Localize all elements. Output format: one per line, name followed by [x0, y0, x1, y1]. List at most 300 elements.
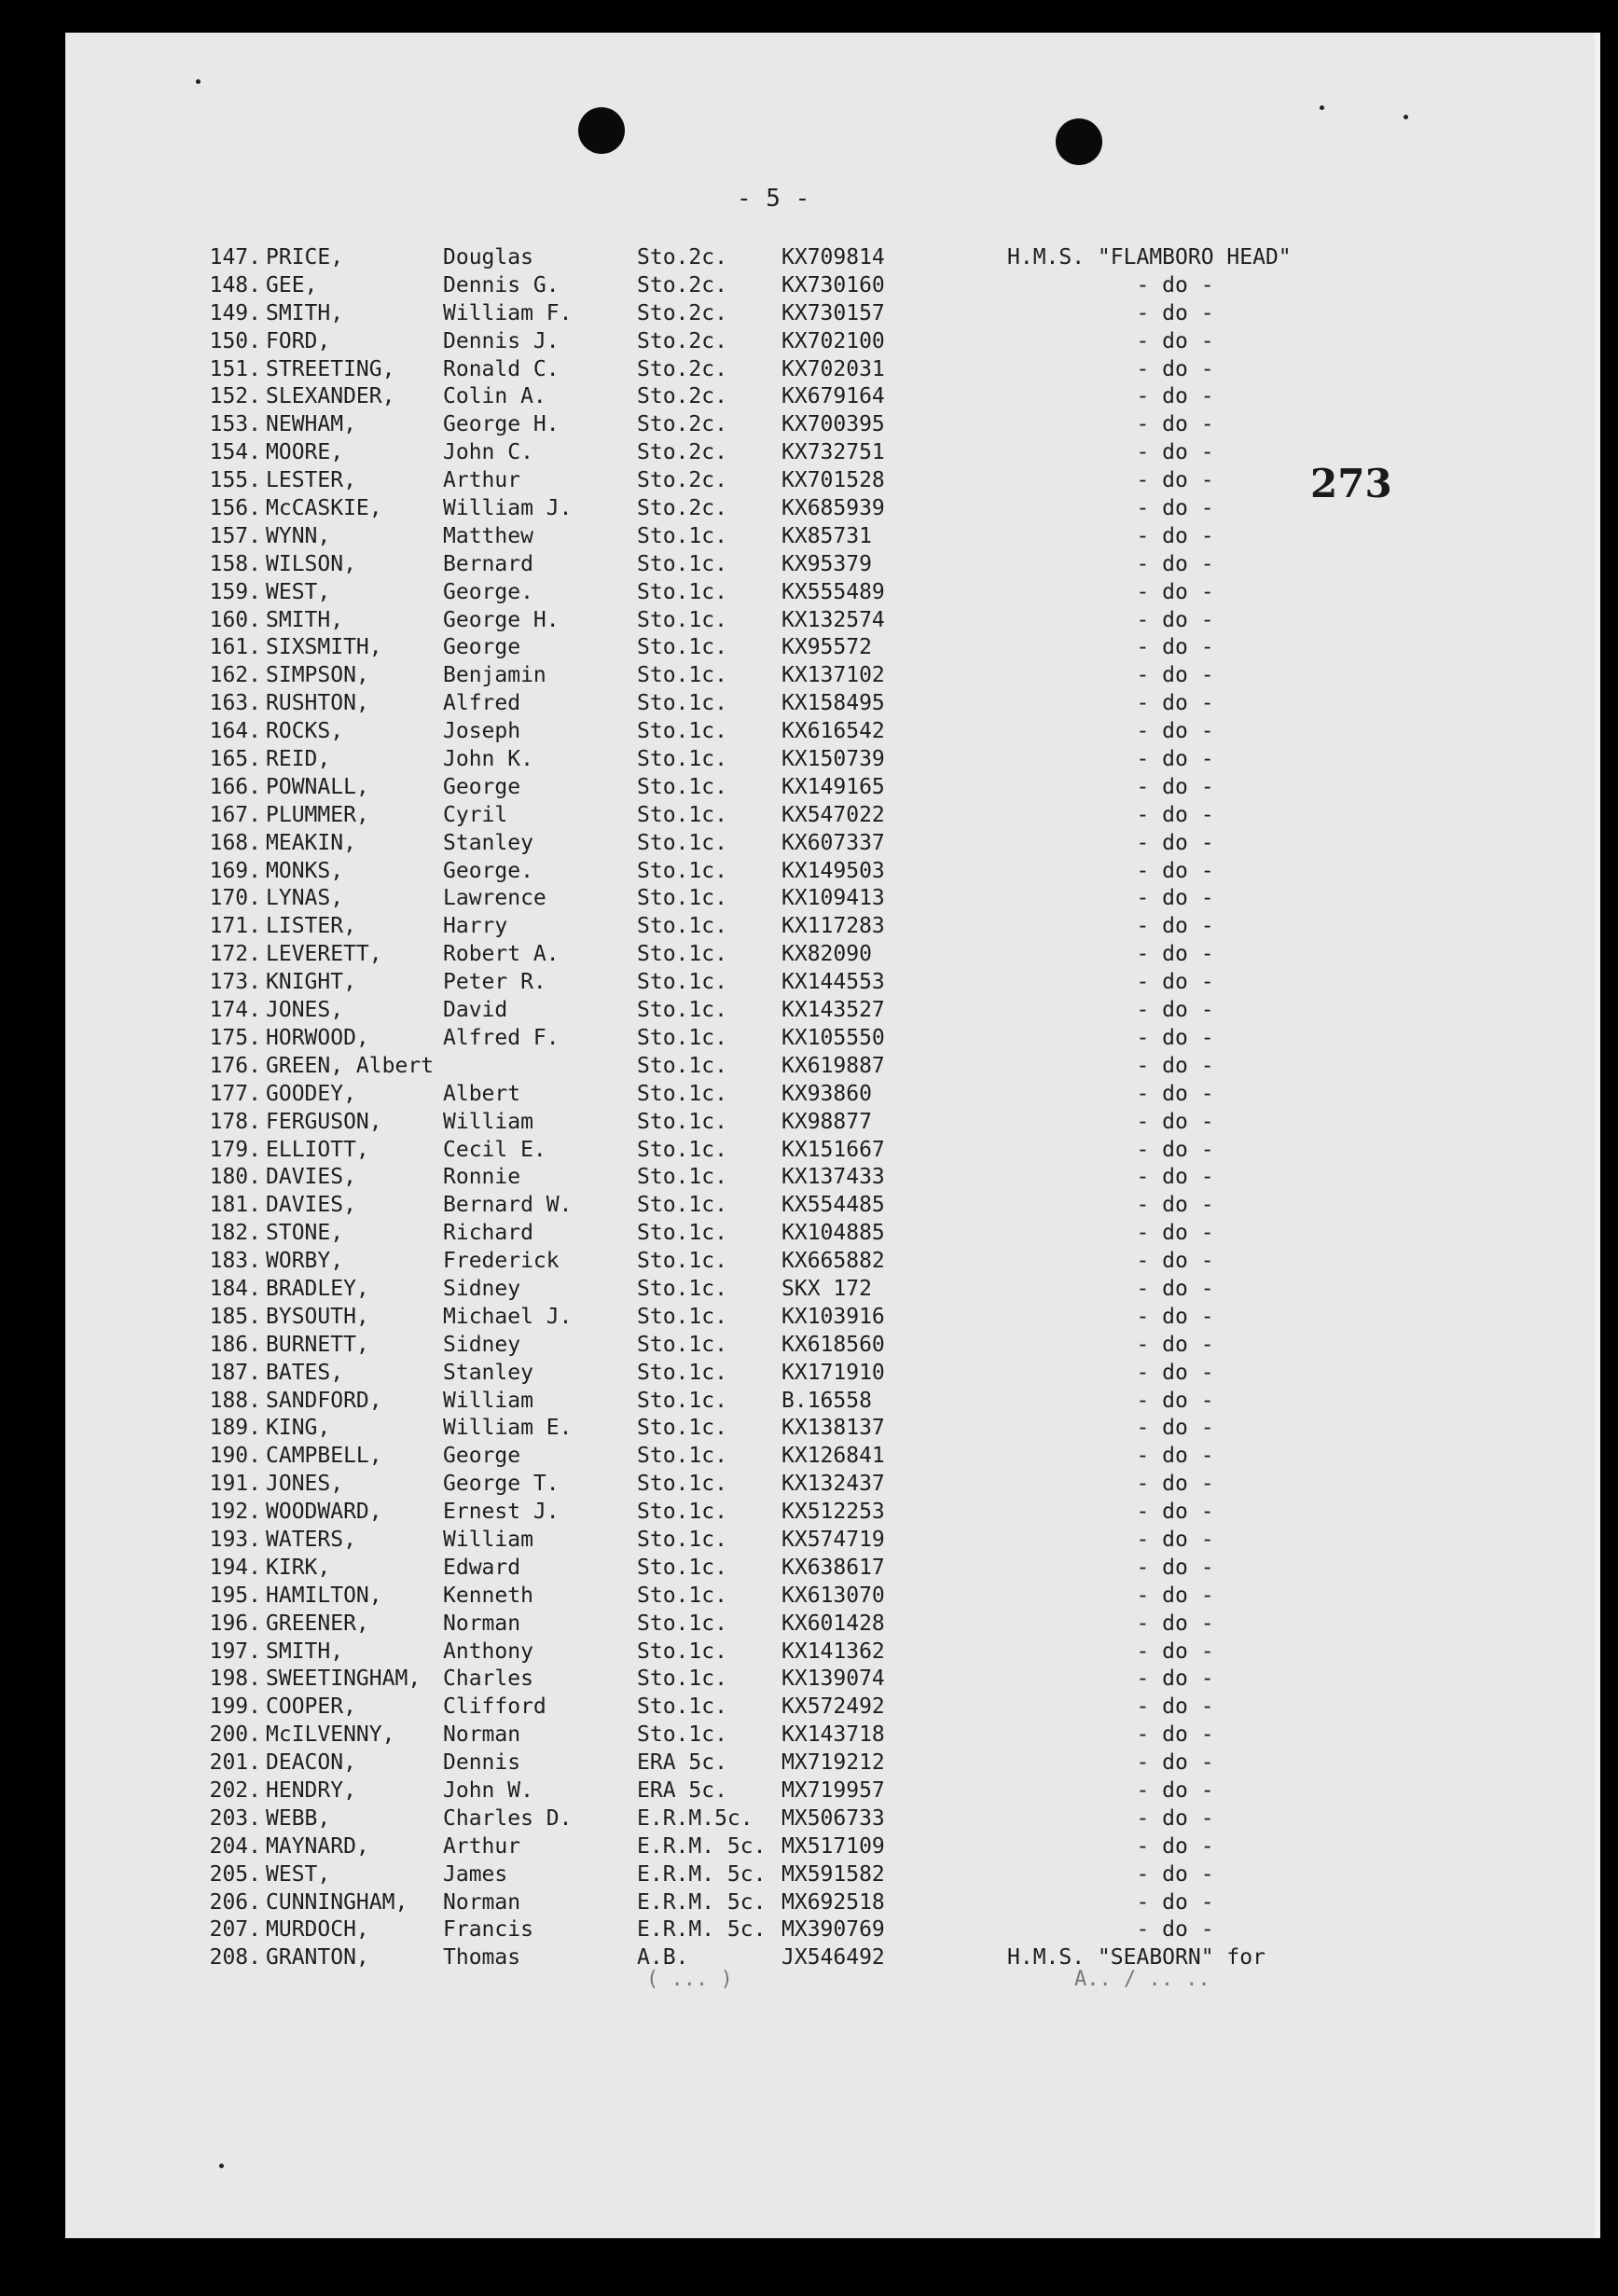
cell-rank: Sto.1c.: [637, 1221, 727, 1246]
cell-official: KX82090: [781, 942, 872, 967]
cell-first: Norman: [443, 1889, 521, 1915]
cell-rank: Sto.1c.: [637, 1332, 727, 1357]
list-row: [0, 1443, 1399, 1471]
cell-first: Frederick: [443, 1249, 560, 1274]
faded-annotation: ( ... ): [646, 1968, 733, 1991]
cell-ship: - do -: [1136, 607, 1214, 632]
list-row: [0, 300, 1399, 328]
cell-official: KX105550: [781, 1025, 885, 1050]
list-row: [0, 1916, 1399, 1944]
cell-surname: MAYNARD,: [266, 1833, 369, 1859]
cell-ship: - do -: [1136, 774, 1214, 799]
cell-official: KX158495: [781, 691, 885, 716]
cell-rank: Sto.2c.: [637, 300, 727, 325]
cell-official: MX506733: [781, 1805, 885, 1831]
cell-rank: Sto.1c.: [637, 747, 727, 772]
cell-ship: - do -: [1136, 1639, 1214, 1664]
cell-ship: - do -: [1136, 1332, 1214, 1357]
list-row: [0, 885, 1399, 913]
cell-num: 176.: [209, 1053, 261, 1078]
cell-first: William E.: [443, 1416, 573, 1441]
list-row: [0, 774, 1399, 802]
cell-rank: Sto.1c.: [637, 663, 727, 688]
cell-first: Alfred F.: [443, 1025, 560, 1050]
cell-surname: HAMILTON,: [266, 1583, 382, 1608]
cell-rank: Sto.1c.: [637, 1472, 727, 1497]
list-row: [0, 690, 1399, 718]
cell-num: 149.: [209, 300, 261, 325]
cell-ship: - do -: [1136, 1805, 1214, 1831]
cell-surname: GEE,: [266, 272, 318, 297]
cell-num: 202.: [209, 1777, 261, 1803]
cell-ship: - do -: [1136, 1444, 1214, 1469]
list-row: [0, 244, 1399, 272]
cell-first: Dennis G.: [443, 272, 560, 297]
list-row: [0, 969, 1399, 997]
cell-ship: - do -: [1136, 1360, 1214, 1385]
cell-official: KX619887: [781, 1053, 885, 1078]
cell-first: Bernard W.: [443, 1193, 573, 1218]
cell-official: KX138137: [781, 1416, 885, 1441]
cell-surname: DEACON,: [266, 1750, 356, 1776]
cell-ship: - do -: [1136, 1304, 1214, 1329]
cell-surname: KIRK,: [266, 1555, 331, 1580]
list-row: [0, 495, 1399, 523]
cell-surname: WILSON,: [266, 551, 356, 576]
list-row: [0, 1192, 1399, 1220]
cell-surname: McCASKIE,: [266, 496, 382, 521]
cell-rank: Sto.1c.: [637, 719, 727, 744]
cell-rank: Sto.1c.: [637, 830, 727, 855]
cell-first: Robert A.: [443, 942, 560, 967]
cell-rank: Sto.1c.: [637, 1193, 727, 1218]
cell-official: KX141362: [781, 1639, 885, 1664]
cell-num: 190.: [209, 1444, 261, 1469]
cell-rank: Sto.1c.: [637, 691, 727, 716]
cell-num: 159.: [209, 579, 261, 604]
cell-rank: E.R.M.5c.: [637, 1805, 754, 1831]
cell-rank: Sto.1c.: [637, 858, 727, 883]
list-row: [0, 1527, 1399, 1555]
cell-surname: LISTER,: [266, 914, 356, 939]
cell-rank: Sto.1c.: [637, 1667, 727, 1692]
cell-first: Douglas: [443, 245, 533, 270]
crew-list: [0, 244, 1399, 1972]
cell-official: MX390769: [781, 1917, 885, 1943]
cell-ship: H.M.S. "FLAMBORO HEAD": [1007, 245, 1292, 270]
cell-ship: - do -: [1136, 272, 1214, 297]
cell-official: KX137433: [781, 1165, 885, 1190]
cell-rank: ERA 5c.: [637, 1750, 727, 1776]
cell-first: Joseph: [443, 719, 521, 744]
cell-first: Cecil E.: [443, 1137, 546, 1162]
cell-rank: Sto.1c.: [637, 1304, 727, 1329]
cell-official: KX143718: [781, 1722, 885, 1748]
cell-surname: SANDFORD,: [266, 1388, 382, 1413]
cell-official: KX139074: [781, 1667, 885, 1692]
speck: [219, 2164, 224, 2168]
cell-first: James: [443, 1861, 508, 1887]
cell-first: Michael J.: [443, 1304, 573, 1329]
cell-ship: - do -: [1136, 1109, 1214, 1134]
punch-hole-left: [578, 107, 625, 154]
cell-ship: - do -: [1136, 468, 1214, 493]
cell-num: 206.: [209, 1889, 261, 1915]
cell-num: 174.: [209, 998, 261, 1023]
cell-surname: WATERS,: [266, 1527, 356, 1552]
cell-first: Edward: [443, 1555, 521, 1580]
cell-num: 173.: [209, 970, 261, 995]
cell-official: KX171910: [781, 1360, 885, 1385]
cell-rank: E.R.M. 5c.: [637, 1861, 767, 1887]
cell-surname: WORBY,: [266, 1249, 344, 1274]
cell-num: 195.: [209, 1583, 261, 1608]
list-row: [0, 272, 1399, 300]
cell-ship: - do -: [1136, 1193, 1214, 1218]
cell-surname: GOODEY,: [266, 1081, 356, 1106]
cell-official: KX685939: [781, 496, 885, 521]
cell-official: MX517109: [781, 1833, 885, 1859]
cell-surname: HORWOOD,: [266, 1025, 369, 1050]
cell-surname: SMITH,: [266, 1639, 344, 1664]
cell-num: 203.: [209, 1805, 261, 1831]
speck: [1320, 105, 1324, 110]
list-row: [0, 1722, 1399, 1750]
list-row: [0, 1137, 1399, 1165]
cell-ship: - do -: [1136, 1249, 1214, 1274]
cell-rank: Sto.1c.: [637, 1416, 727, 1441]
cell-ship: - do -: [1136, 1500, 1214, 1525]
cell-surname: STREETING,: [266, 356, 395, 381]
cell-rank: Sto.2c.: [637, 496, 727, 521]
cell-num: 185.: [209, 1304, 261, 1329]
cell-num: 153.: [209, 412, 261, 437]
cell-surname: NEWHAM,: [266, 412, 356, 437]
cell-rank: Sto.1c.: [637, 1388, 727, 1413]
cell-ship: - do -: [1136, 663, 1214, 688]
cell-first: George: [443, 1444, 521, 1469]
list-row: [0, 579, 1399, 607]
cell-ship: - do -: [1136, 970, 1214, 995]
list-row: [0, 1164, 1399, 1192]
cell-rank: Sto.1c.: [637, 914, 727, 939]
list-row: [0, 1555, 1399, 1583]
cell-first: George H.: [443, 412, 560, 437]
cell-first: George: [443, 774, 521, 799]
cell-ship: - do -: [1136, 1611, 1214, 1636]
cell-num: 147.: [209, 245, 261, 270]
cell-first: Cyril: [443, 802, 508, 827]
speck: [196, 79, 201, 84]
cell-num: 191.: [209, 1472, 261, 1497]
cell-official: KX95379: [781, 551, 872, 576]
cell-surname: POWNALL,: [266, 774, 369, 799]
cell-rank: Sto.2c.: [637, 356, 727, 381]
cell-ship: - do -: [1136, 1583, 1214, 1608]
cell-first: Ronnie: [443, 1165, 521, 1190]
cell-num: 188.: [209, 1388, 261, 1413]
cell-ship: - do -: [1136, 1889, 1214, 1915]
cell-num: 200.: [209, 1722, 261, 1748]
cell-ship: - do -: [1136, 523, 1214, 548]
cell-official: KX616542: [781, 719, 885, 744]
list-row: [0, 718, 1399, 746]
list-row: [0, 1332, 1399, 1360]
cell-num: 189.: [209, 1416, 261, 1441]
cell-official: KX638617: [781, 1555, 885, 1580]
cell-official: KX85731: [781, 523, 872, 548]
cell-first: George: [443, 635, 521, 660]
cell-num: 204.: [209, 1833, 261, 1859]
cell-official: KX601428: [781, 1611, 885, 1636]
cell-surname: STONE,: [266, 1221, 344, 1246]
cell-ship: - do -: [1136, 719, 1214, 744]
cell-rank: Sto.1c.: [637, 579, 727, 604]
cell-ship: - do -: [1136, 830, 1214, 855]
cell-rank: E.R.M. 5c.: [637, 1833, 767, 1859]
cell-rank: Sto.1c.: [637, 1276, 727, 1301]
cell-num: 162.: [209, 663, 261, 688]
cell-first: Ronald C.: [443, 356, 560, 381]
cell-num: 184.: [209, 1276, 261, 1301]
list-row: [0, 997, 1399, 1025]
cell-rank: Sto.1c.: [637, 886, 727, 911]
cell-num: 152.: [209, 384, 261, 409]
cell-official: KX679164: [781, 384, 885, 409]
cell-num: 178.: [209, 1109, 261, 1134]
list-row: [0, 1025, 1399, 1053]
folio-stamp: 273: [1310, 461, 1392, 506]
cell-num: 186.: [209, 1332, 261, 1357]
cell-official: MX719957: [781, 1777, 885, 1803]
cell-rank: Sto.2c.: [637, 468, 727, 493]
cell-official: KX149503: [781, 858, 885, 883]
cell-official: SKX 172: [781, 1276, 872, 1301]
cell-surname: HENDRY,: [266, 1777, 356, 1803]
cell-ship: - do -: [1136, 858, 1214, 883]
cell-num: 150.: [209, 328, 261, 353]
cell-surname: GREENER,: [266, 1611, 369, 1636]
list-row: [0, 607, 1399, 635]
cell-rank: Sto.2c.: [637, 440, 727, 465]
cell-rank: Sto.1c.: [637, 1527, 727, 1552]
cell-num: 171.: [209, 914, 261, 939]
cell-surname: SIXSMITH,: [266, 635, 382, 660]
cell-surname: SMITH,: [266, 607, 344, 632]
cell-official: KX547022: [781, 802, 885, 827]
list-row: [0, 1053, 1399, 1081]
cell-first: Thomas: [443, 1945, 521, 1971]
cell-official: JX546492: [781, 1945, 885, 1971]
list-row: [0, 356, 1399, 384]
cell-surname: WYNN,: [266, 523, 331, 548]
cell-num: 151.: [209, 356, 261, 381]
cell-surname: LYNAS,: [266, 886, 344, 911]
cell-first: William: [443, 1109, 533, 1134]
cell-first: Ernest J.: [443, 1500, 560, 1525]
cell-rank: Sto.1c.: [637, 942, 727, 967]
cell-rank: Sto.1c.: [637, 1025, 727, 1050]
cell-ship: - do -: [1136, 1276, 1214, 1301]
cell-ship: - do -: [1136, 1694, 1214, 1720]
cell-surname: MURDOCH,: [266, 1917, 369, 1943]
cell-ship: - do -: [1136, 1667, 1214, 1692]
cell-first: Dennis J.: [443, 328, 560, 353]
cell-first: Richard: [443, 1221, 533, 1246]
list-row: [0, 858, 1399, 886]
cell-official: KX613070: [781, 1583, 885, 1608]
cell-num: 183.: [209, 1249, 261, 1274]
cell-surname: BURNETT,: [266, 1332, 369, 1357]
cell-official: MX719212: [781, 1750, 885, 1776]
cell-first: Charles: [443, 1667, 533, 1692]
cell-rank: Sto.1c.: [637, 1165, 727, 1190]
cell-rank: Sto.1c.: [637, 1611, 727, 1636]
cell-rank: Sto.1c.: [637, 1109, 727, 1134]
cell-rank: E.R.M. 5c.: [637, 1889, 767, 1915]
cell-num: 175.: [209, 1025, 261, 1050]
cell-num: 169.: [209, 858, 261, 883]
cell-first: Albert: [443, 1081, 521, 1106]
cell-num: 208.: [209, 1945, 261, 1971]
cell-official: KX143527: [781, 998, 885, 1023]
cell-rank: Sto.2c.: [637, 272, 727, 297]
list-row: [0, 1861, 1399, 1889]
cell-ship: - do -: [1136, 1137, 1214, 1162]
cell-ship: - do -: [1136, 356, 1214, 381]
cell-official: KX702100: [781, 328, 885, 353]
list-row: [0, 1611, 1399, 1639]
cell-official: KX104885: [781, 1221, 885, 1246]
cell-official: KX126841: [781, 1444, 885, 1469]
cell-first: Clifford: [443, 1694, 546, 1720]
cell-ship: - do -: [1136, 1221, 1214, 1246]
cell-first: William F.: [443, 300, 573, 325]
list-row: [0, 467, 1399, 495]
cell-official: KX103916: [781, 1304, 885, 1329]
cell-first: William: [443, 1527, 533, 1552]
cell-surname: BYSOUTH,: [266, 1304, 369, 1329]
cell-surname: WOODWARD,: [266, 1500, 382, 1525]
cell-ship: - do -: [1136, 1833, 1214, 1859]
cell-rank: Sto.1c.: [637, 998, 727, 1023]
cell-rank: Sto.1c.: [637, 1137, 727, 1162]
cell-surname: DAVIES,: [266, 1193, 356, 1218]
cell-first: John C.: [443, 440, 533, 465]
cell-official: KX732751: [781, 440, 885, 465]
list-row: [0, 1750, 1399, 1777]
cell-num: 170.: [209, 886, 261, 911]
cell-surname: WEST,: [266, 1861, 331, 1887]
cell-first: George.: [443, 858, 533, 883]
cell-first: Arthur: [443, 1833, 521, 1859]
cell-ship: - do -: [1136, 1081, 1214, 1106]
cell-official: B.16558: [781, 1388, 872, 1413]
cell-num: 199.: [209, 1694, 261, 1720]
cell-num: 180.: [209, 1165, 261, 1190]
cell-num: 187.: [209, 1360, 261, 1385]
cell-ship: - do -: [1136, 1053, 1214, 1078]
cell-num: 166.: [209, 774, 261, 799]
list-row: [0, 802, 1399, 830]
cell-rank: Sto.2c.: [637, 328, 727, 353]
page-number: - 5 -: [737, 185, 810, 213]
cell-ship: - do -: [1136, 691, 1214, 716]
cell-rank: Sto.1c.: [637, 635, 727, 660]
cell-num: 207.: [209, 1917, 261, 1943]
cell-rank: Sto.1c.: [637, 551, 727, 576]
list-row: [0, 1081, 1399, 1109]
list-row: [0, 1499, 1399, 1527]
cell-ship: - do -: [1136, 635, 1214, 660]
list-row: [0, 634, 1399, 662]
cell-official: KX700395: [781, 412, 885, 437]
cell-ship: - do -: [1136, 412, 1214, 437]
cell-surname: LESTER,: [266, 468, 356, 493]
cell-num: 163.: [209, 691, 261, 716]
cell-num: 148.: [209, 272, 261, 297]
cell-ship: - do -: [1136, 886, 1214, 911]
list-row: [0, 1415, 1399, 1443]
cell-ship: - do -: [1136, 1722, 1214, 1748]
cell-first: Benjamin: [443, 663, 546, 688]
cell-surname: FERGUSON,: [266, 1109, 382, 1134]
list-row: [0, 383, 1399, 411]
cell-rank: Sto.1c.: [637, 1500, 727, 1525]
cell-surname: PLUMMER,: [266, 802, 369, 827]
list-row: [0, 1220, 1399, 1248]
cell-first: Norman: [443, 1611, 521, 1636]
cell-num: 201.: [209, 1750, 261, 1776]
cell-official: KX702031: [781, 356, 885, 381]
cell-ship: - do -: [1136, 579, 1214, 604]
cell-num: 198.: [209, 1667, 261, 1692]
cell-surname: KING,: [266, 1416, 331, 1441]
cell-surname: RUSHTON,: [266, 691, 369, 716]
cell-ship: - do -: [1136, 1472, 1214, 1497]
cell-surname: GREEN, Albert: [266, 1053, 435, 1078]
cell-num: 160.: [209, 607, 261, 632]
cell-official: KX730160: [781, 272, 885, 297]
cell-first: Bernard: [443, 551, 533, 576]
cell-first: John K.: [443, 747, 533, 772]
list-row: [0, 1583, 1399, 1611]
cell-num: 165.: [209, 747, 261, 772]
cell-ship: - do -: [1136, 1165, 1214, 1190]
cell-surname: FORD,: [266, 328, 331, 353]
cell-ship: - do -: [1136, 1416, 1214, 1441]
cell-surname: MEAKIN,: [266, 830, 356, 855]
cell-rank: Sto.1c.: [637, 1053, 727, 1078]
cell-ship: - do -: [1136, 384, 1214, 409]
cell-surname: GRANTON,: [266, 1945, 369, 1971]
cell-first: Arthur: [443, 468, 521, 493]
list-row: [0, 1388, 1399, 1416]
cell-surname: SMITH,: [266, 300, 344, 325]
cell-surname: SLEXANDER,: [266, 384, 395, 409]
cell-first: Sidney: [443, 1276, 521, 1301]
cell-first: Harry: [443, 914, 508, 939]
cell-num: 154.: [209, 440, 261, 465]
cell-first: William J.: [443, 496, 573, 521]
cell-surname: PRICE,: [266, 245, 344, 270]
cell-rank: Sto.2c.: [637, 412, 727, 437]
cell-num: 205.: [209, 1861, 261, 1887]
cell-rank: Sto.1c.: [637, 1694, 727, 1720]
cell-first: George T.: [443, 1472, 560, 1497]
cell-surname: LEVERETT,: [266, 942, 382, 967]
cell-first: Peter R.: [443, 970, 546, 995]
